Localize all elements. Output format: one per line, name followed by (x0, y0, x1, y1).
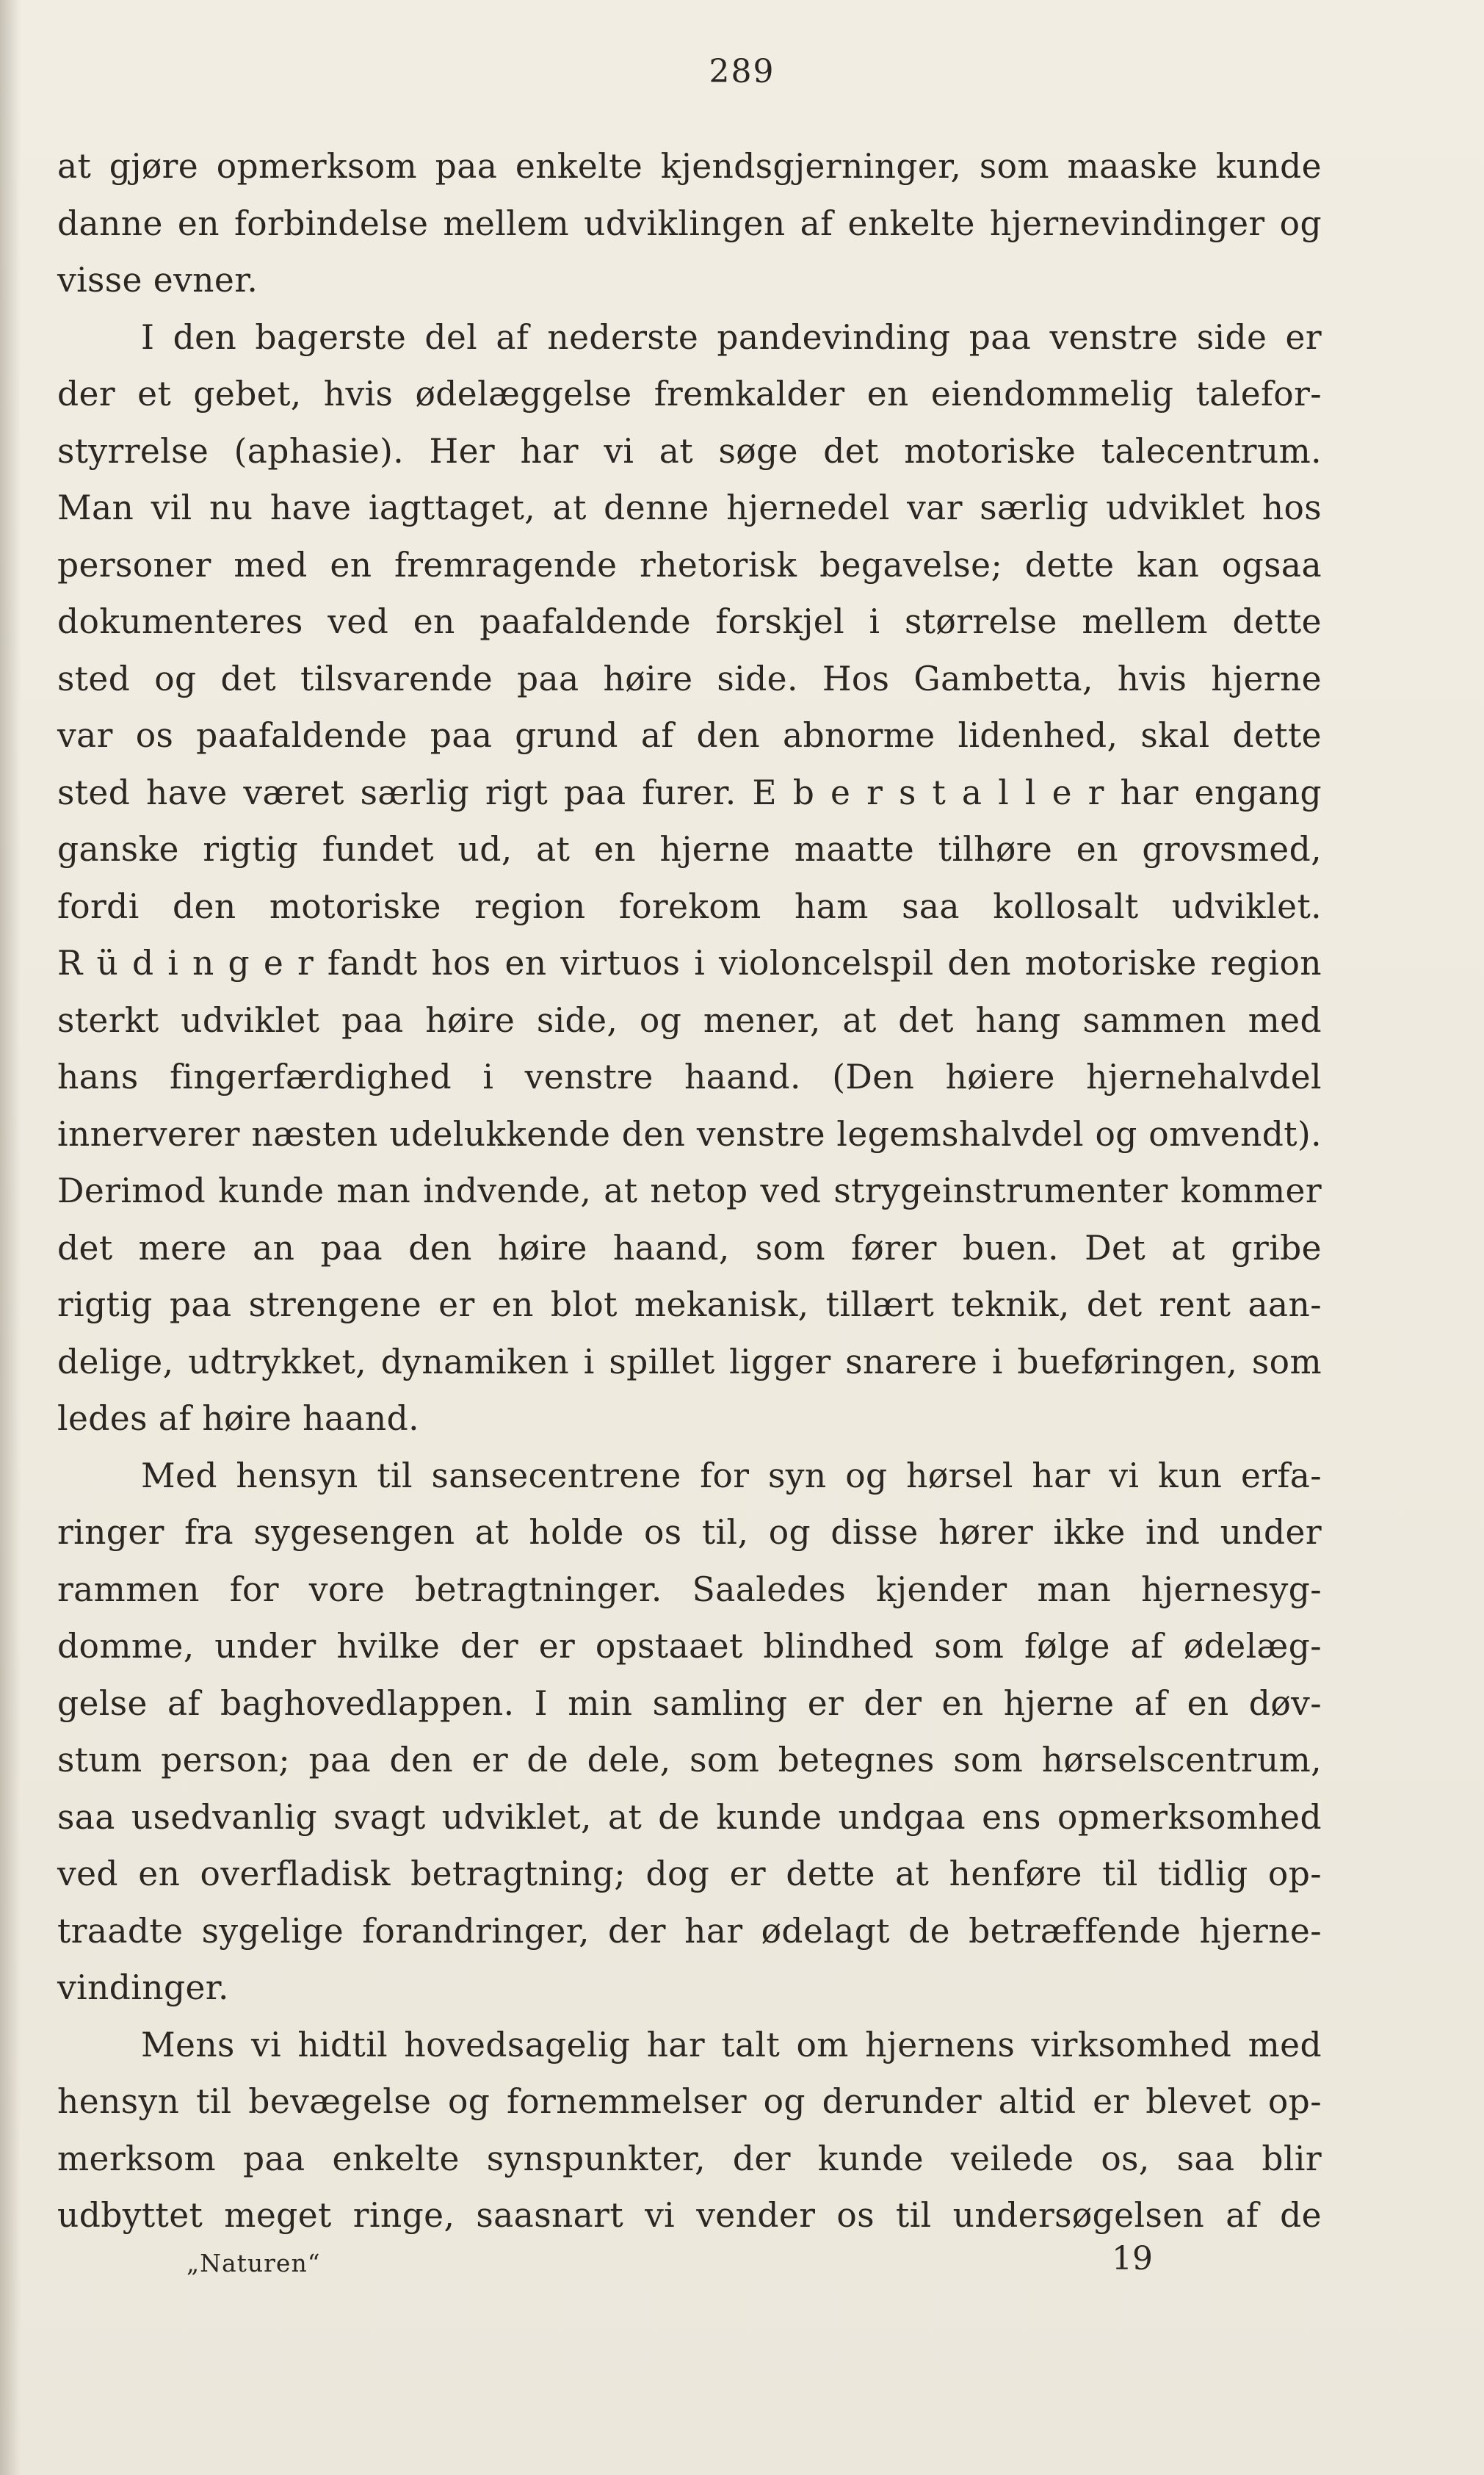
text-line: innerverer næsten udelukkende den venstre legemshalvdel og omvendt). (57, 1114, 1322, 1154)
text-line: hans fingerfærdighed i venstre haand. (Den høiere hjernehalvdel (57, 1058, 1322, 1096)
page-footer (0, 2240, 1484, 2284)
text-line: Derimod kunde man indvende, at netop ved strygeinstrumenter kommer (57, 1171, 1322, 1210)
text-line: fordi den motoriske region forekom ham saa kollosalt udviklet. (57, 886, 1322, 926)
page-number: 289 (709, 53, 775, 90)
text-line: hensyn til bevægelse og fornemmelser og derunder altid er blevet op- (57, 2082, 1322, 2121)
text-line: ved en overfladisk betragtning; dog er dette at henføre til tidlig op- (57, 1854, 1322, 1893)
text-line: saa usedvanlig svagt udviklet, at de kunde undgaa ens opmerksomhed (57, 1797, 1322, 1837)
text-line: merksom paa enkelte synspunkter, der kunde veilede os, saa blir (57, 2139, 1322, 2178)
text-line: vindinger. (57, 1968, 229, 2007)
text-line: rammen for vore betragtninger. Saaledes kjender man hjernesyg- (57, 1569, 1322, 1609)
text-line: sted have været særlig rigt paa furer. E b e r s t a l l e r har engang (57, 773, 1322, 812)
text-line: stum person; paa den er de dele, som betegnes som hørselscentrum, (57, 1741, 1322, 1780)
text-line: danne en forbindelse mellem udviklingen af enkelte hjernevindinger og (57, 203, 1322, 243)
text-line: rigtig paa strengene er en blot mekanisk, tillært teknik, det rent aan- (57, 1285, 1322, 1324)
text-line: ringer fra sygesengen at holde os til, og disse hører ikke ind under (57, 1513, 1322, 1552)
text-line: delige, udtrykket, dynamiken i spillet ligger snarere i bueføringen, som (57, 1342, 1322, 1381)
text-line: det mere an paa den høire haand, som fører buen. Det at gribe (57, 1228, 1322, 1268)
text-line: domme, under hvilke der er opstaaet blindhed som følge af ødelæg- (57, 1627, 1322, 1666)
text-line: gelse af baghovedlappen. I min samling er der en hjerne af en døv- (57, 1683, 1322, 1723)
text-line: udbyttet meget ringe, saasnart vi vender os til undersøgelsen af de (57, 2196, 1322, 2235)
text-line: at gjøre opmerksom paa enkelte kjendsgjerninger, som maaske kunde (57, 147, 1322, 186)
text-line: I den bagerste del af nederste pandevinding paa venstre side er (141, 317, 1322, 357)
text-line: visse evner. (57, 261, 258, 300)
text-line: Med hensyn til sansecentrene for syn og hørsel har vi kun erfa- (141, 1456, 1322, 1495)
text-line: Mens vi hidtil hovedsagelig har talt om hjernens virksomhed med (141, 2025, 1322, 2064)
sheet-number: 19 (1112, 2240, 1153, 2277)
text-line: R ü d i n g e r fandt hos en virtuos i violoncelspil den motoriske region (57, 944, 1322, 983)
text-line: der et gebet, hvis ødelæggelse fremkalder en eiendommelig talefor- (57, 375, 1322, 413)
body-text (57, 138, 1322, 2244)
text-line: ganske rigtig fundet ud, at en hjerne maatte tilhøre en grovsmed, (57, 830, 1322, 869)
text-line: Man vil nu have iagttaget, at denne hjernedel var særlig udviklet hos (57, 488, 1322, 527)
text-line: sted og det tilsvarende paa høire side. Hos Gambetta, hvis hjerne (57, 659, 1322, 698)
text-line: traadte sygelige forandringer, der har ødelagt de betræffende hjerne- (57, 1911, 1322, 1951)
text-line: sterkt udviklet paa høire side, og mener, at det hang sammen med (57, 1000, 1322, 1040)
footer-signature: „Naturen“ (187, 2249, 321, 2277)
text-line: ledes af høire haand. (57, 1399, 420, 1438)
text-line: styrrelse (aphasie). Her har vi at søge det motoriske talecentrum. (57, 431, 1322, 471)
text-line: var os paafaldende paa grund af den abnorme lidenhed, skal dette (57, 716, 1322, 755)
text-line: personer med en fremragende rhetorisk begavelse; dette kan ogsaa (57, 545, 1322, 585)
text-line: dokumenteres ved en paafaldende forskjel i størrelse mellem dette (57, 602, 1322, 641)
